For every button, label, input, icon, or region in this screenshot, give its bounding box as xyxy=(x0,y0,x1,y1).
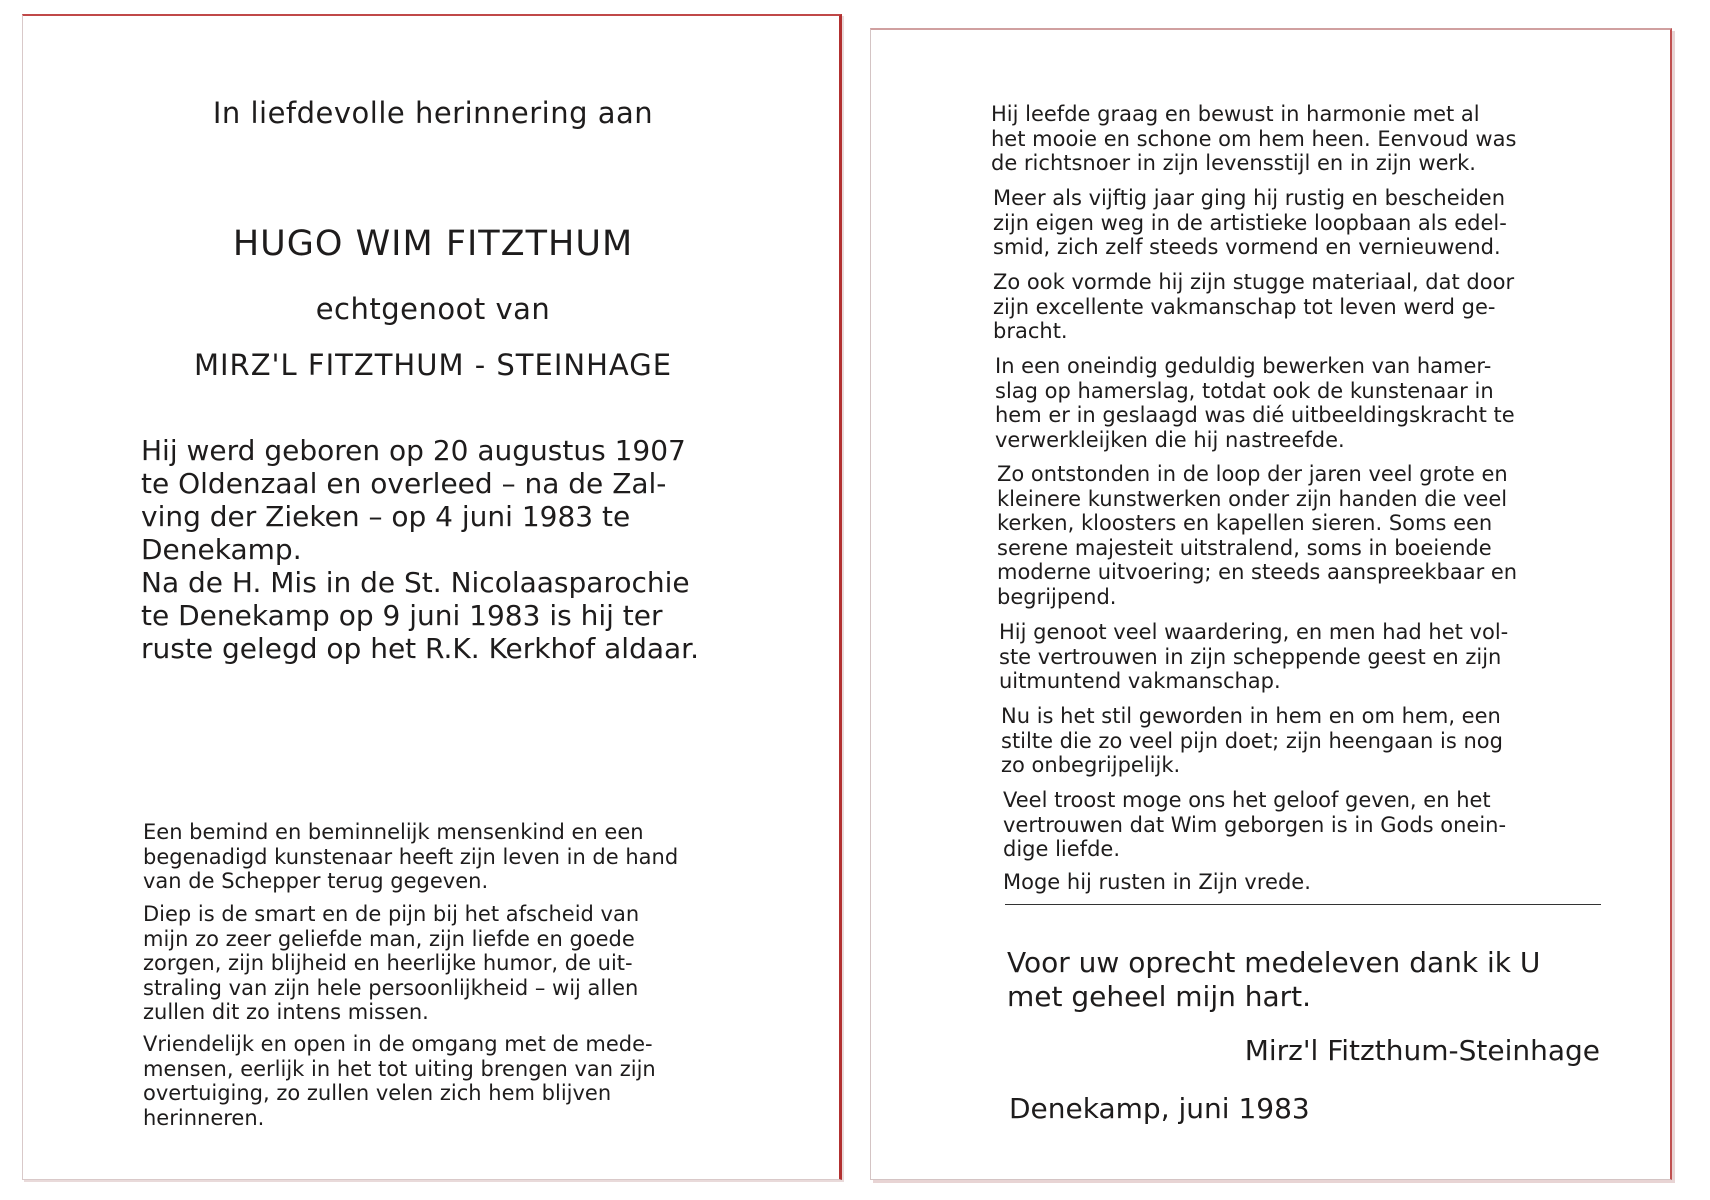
life-line: hem er in geslaagd was dié uitbeeldingskracht te xyxy=(995,403,1515,427)
life-line: begrijpend. xyxy=(997,584,1117,609)
memorial-heading: In liefdevolle herinnering aan xyxy=(212,96,654,130)
life-paragraph-9 xyxy=(1003,870,1643,895)
life-line: stilte die zo veel pijn doet; zijn heengaan is nog xyxy=(1001,728,1503,753)
tribute-line: herinneren. xyxy=(143,1105,265,1130)
thanks-message xyxy=(1007,946,1647,1014)
life-paragraph-3 xyxy=(993,270,1633,344)
biography-line: te Oldenzaal en overleed – na de Zal- xyxy=(141,467,667,500)
thanks-line: met geheel mijn hart. xyxy=(1007,980,1312,1013)
life-line: Moge hij rusten in Zijn vrede. xyxy=(1003,870,1311,894)
biography-line: ruste gelegd op het R.K. Kerkhof aldaar. xyxy=(141,632,700,665)
life-line: dige liefde. xyxy=(1003,837,1120,861)
life-line: ste vertrouwen in zijn scheppende geest en zijn xyxy=(999,644,1502,669)
life-paragraph-1 xyxy=(991,102,1631,176)
life-line: In een oneindig geduldig bewerken van hamer- xyxy=(995,354,1492,378)
life-line: Hij leefde graag en bewust in harmonie met al xyxy=(991,102,1480,126)
life-paragraph-7 xyxy=(1001,704,1641,778)
life-line: bracht. xyxy=(993,319,1068,343)
tribute-line: Vriendelijk en open in de omgang met de mede- xyxy=(143,1032,653,1056)
tribute-line: zullen dit zo intens missen. xyxy=(143,1000,429,1024)
tribute-line: straling van zijn hele persoonlijkheid – wij allen xyxy=(143,975,639,1000)
memorial-card-front xyxy=(22,14,842,1180)
biography-line: ving der Zieken – op 4 juni 1983 te xyxy=(141,500,631,533)
thanks-line: Voor uw oprecht medeleven dank ik U xyxy=(1007,946,1541,979)
life-paragraph-8 xyxy=(1003,788,1643,862)
tribute-line: van de Schepper terug gegeven. xyxy=(143,869,489,893)
deceased-name: HUGO WIM FITZTHUM xyxy=(232,224,634,264)
life-line: zijn excellente vakmanschap tot leven werd ge- xyxy=(993,294,1496,319)
life-line: moderne uitvoering; en steeds aanspreekbaar en xyxy=(997,560,1518,584)
spouse-name: MIRZ'L FITZTHUM - STEINHAGE xyxy=(193,348,673,382)
life-line: uitmuntend vakmanschap. xyxy=(999,669,1281,693)
tribute-paragraph-3 xyxy=(143,1032,783,1130)
life-line: het mooie en schone om hem heen. Eenvoud was xyxy=(991,126,1517,151)
life-paragraph-4 xyxy=(995,354,1635,452)
memorial-card-back xyxy=(870,28,1672,1180)
place-date: Denekamp, juni 1983 xyxy=(1009,1092,1310,1125)
tribute-paragraph-1 xyxy=(143,820,783,894)
life-line: zo onbegrijpelijk. xyxy=(1001,753,1181,777)
life-line: Nu is het stil geworden in hem en om hem, een xyxy=(1001,704,1501,728)
life-line: verwerkleijken die hij nastreefde. xyxy=(995,427,1345,452)
biography-line: Hij werd geboren op 20 augustus 1907 xyxy=(141,434,686,467)
life-paragraph-2 xyxy=(993,186,1633,260)
life-line: kleinere kunstwerken onder zijn handen die veel xyxy=(997,486,1508,511)
signature: Mirz'l Fitzthum-Steinhage xyxy=(1244,1034,1600,1067)
biography-line: te Denekamp op 9 juni 1983 is hij ter xyxy=(141,599,663,632)
biography-line: Denekamp. xyxy=(141,533,302,566)
relation-label: echtgenoot van xyxy=(315,292,551,326)
tribute-line: Diep is de smart en de pijn bij het afscheid van xyxy=(143,902,640,926)
life-paragraph-5 xyxy=(997,462,1637,609)
tribute-paragraph-2 xyxy=(143,902,783,1025)
life-line: de richtsnoer in zijn levensstijl en in zijn werk. xyxy=(991,151,1476,175)
tribute-line: begenadigd kunstenaar heeft zijn leven in de hand xyxy=(143,844,679,869)
life-line: Hij genoot veel waardering, en men had het vol- xyxy=(999,620,1509,644)
life-line: slag op hamerslag, totdat ook de kunstenaar in xyxy=(995,378,1494,403)
tribute-line: zorgen, zijn blijheid en heerlijke humor, de uit- xyxy=(143,951,633,975)
life-paragraph-6 xyxy=(999,620,1639,694)
section-divider xyxy=(1005,904,1601,905)
tribute-line: overtuiging, zo zullen velen zich hem blijven xyxy=(143,1081,612,1105)
life-line: serene majesteit uitstralend, soms in boeiende xyxy=(997,535,1492,560)
tribute-line: Een bemind en beminnelijk mensenkind en een xyxy=(143,820,644,844)
life-line: vertrouwen dat Wim geborgen is in Gods onein- xyxy=(1003,812,1507,837)
life-line: Meer als vijftig jaar ging hij rustig en bescheiden xyxy=(993,186,1506,210)
biography-block xyxy=(141,434,781,665)
life-line: Veel troost moge ons het geloof geven, en het xyxy=(1003,788,1491,812)
life-line: Zo ontstonden in de loop der jaren veel grote en xyxy=(997,462,1508,486)
biography-line: Na de H. Mis in de St. Nicolaasparochie xyxy=(141,566,690,599)
tribute-line: mijn zo zeer geliefde man, zijn liefde en goede xyxy=(143,926,635,951)
life-line: kerken, kloosters en kapellen sieren. Soms een xyxy=(997,511,1493,535)
life-line: Zo ook vormde hij zijn stugge materiaal, dat door xyxy=(993,270,1515,294)
life-line: smid, zich zelf steeds vormend en vernieuwend. xyxy=(993,235,1501,259)
life-line: zijn eigen weg in de artistieke loopbaan als edel- xyxy=(993,210,1507,235)
tribute-line: mensen, eerlijk in het tot uiting brengen van zijn xyxy=(143,1056,656,1081)
